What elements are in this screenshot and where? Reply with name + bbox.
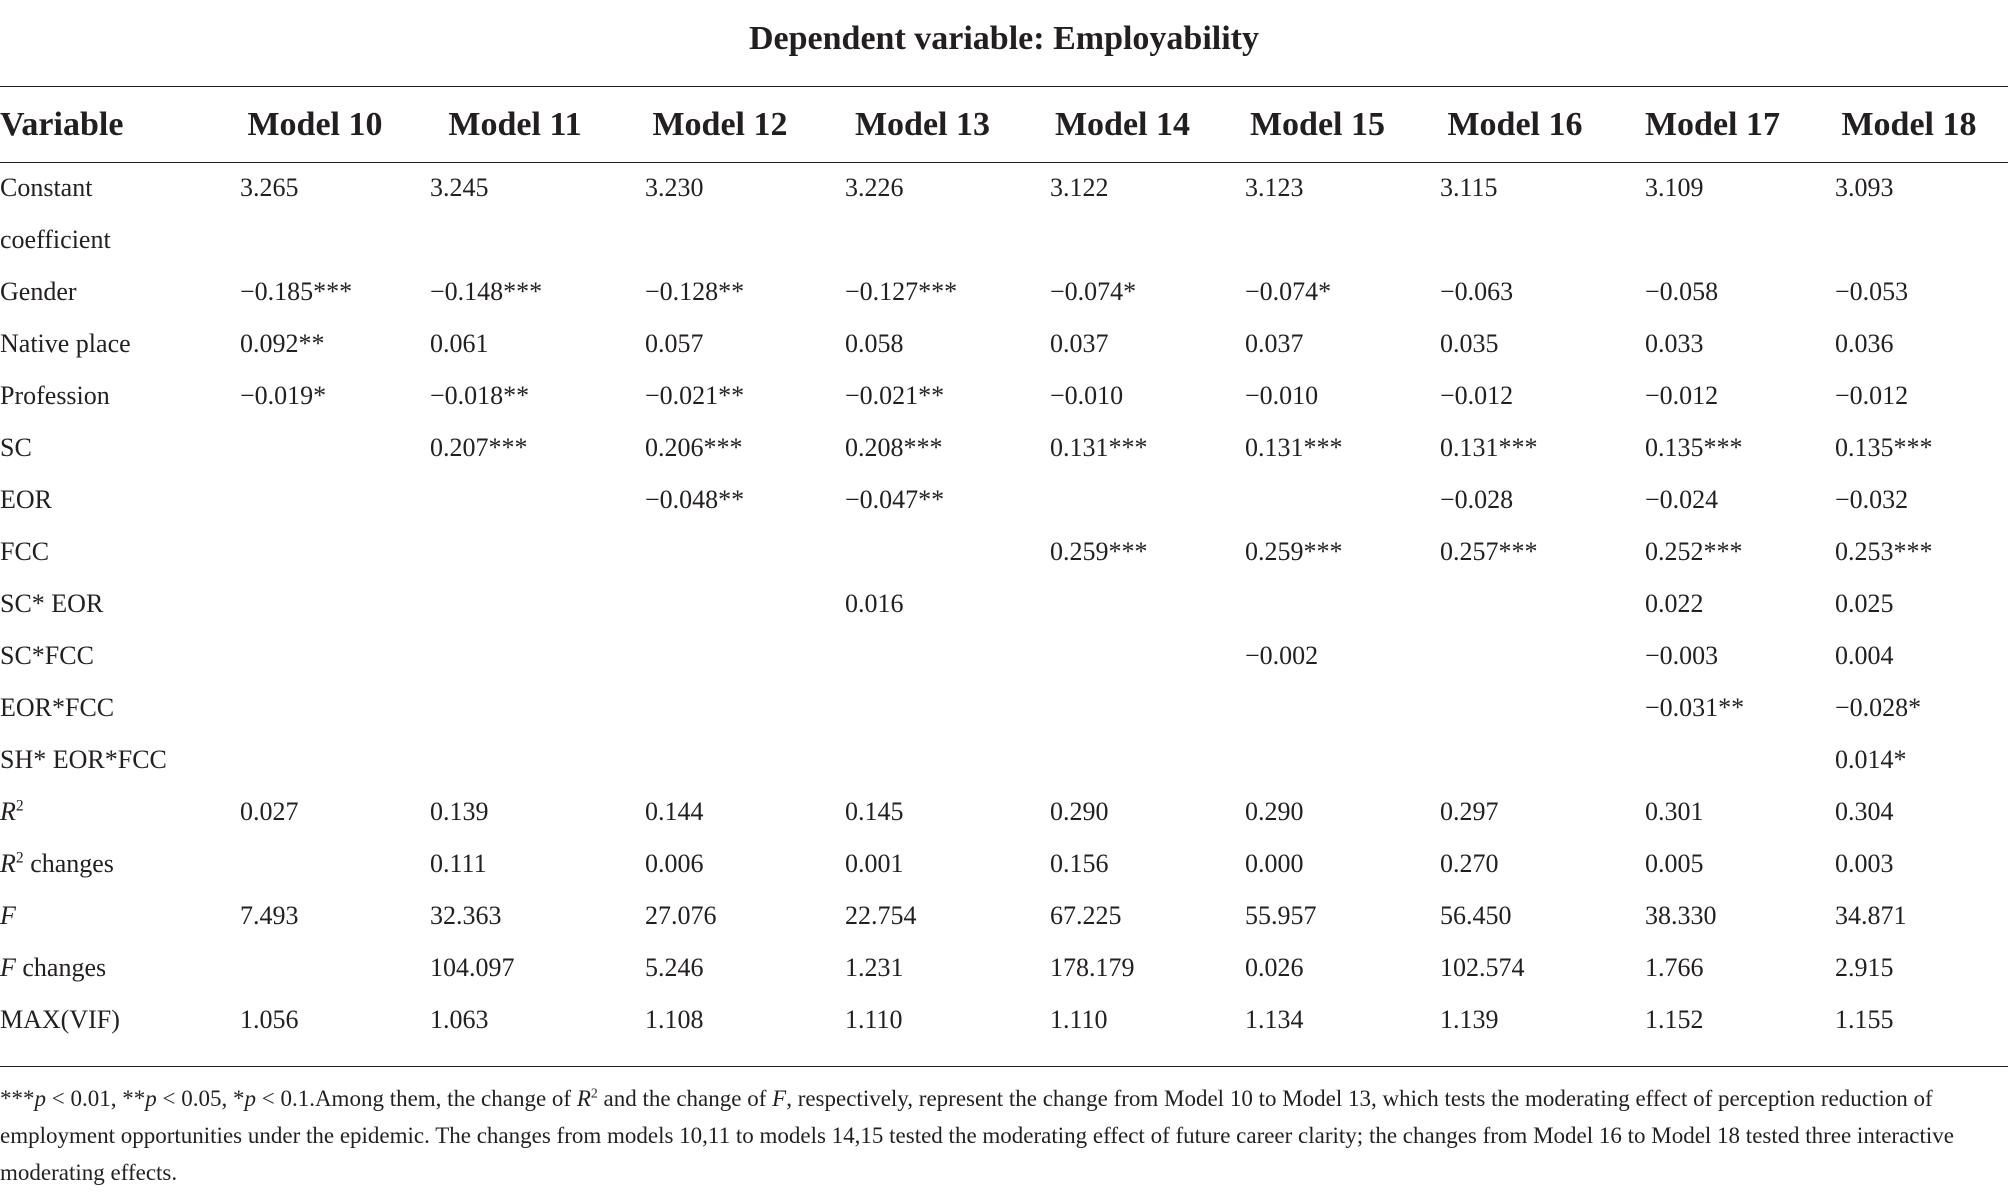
table-cell xyxy=(620,630,820,682)
table-cell xyxy=(220,474,410,526)
table-cell xyxy=(1415,734,1615,786)
table-cell xyxy=(1220,578,1415,630)
table-cell: 1.108 xyxy=(645,1005,704,1034)
table-cell xyxy=(1220,214,1415,266)
table-cell: −0.128** xyxy=(645,277,745,306)
table-cell: −0.058 xyxy=(1645,277,1719,306)
table-cell: −0.012 xyxy=(1440,381,1514,410)
table-cell: 0.297 xyxy=(1440,797,1499,826)
table-cell: 0.005 xyxy=(1645,849,1704,878)
table-cell: 0.145 xyxy=(845,797,904,826)
table-cell: −0.148*** xyxy=(430,277,543,306)
table-cell: 5.246 xyxy=(645,953,704,982)
row-label-letter: F xyxy=(0,953,16,982)
table-cell: 3.093 xyxy=(1835,173,1894,202)
table-cell: 1.231 xyxy=(845,953,904,982)
row-label-sup: 2 xyxy=(15,797,24,815)
table-row xyxy=(0,734,2008,786)
table-cell: −0.074* xyxy=(1050,277,1137,306)
row-label: Constant xyxy=(0,173,93,202)
row-label-letter: R xyxy=(0,849,16,878)
table-cell xyxy=(1220,734,1415,786)
table-cell xyxy=(220,214,410,266)
table-cell: 1.766 xyxy=(1645,953,1704,982)
table-cell: 178.179 xyxy=(1050,953,1135,982)
table-row xyxy=(0,318,2008,370)
top-rule xyxy=(0,86,2008,87)
table-row xyxy=(0,942,2008,994)
table-cell: 0.131*** xyxy=(1245,433,1343,462)
table-cell: 3.226 xyxy=(845,173,904,202)
table-cell: 27.076 xyxy=(645,901,717,930)
table-cell: 102.574 xyxy=(1440,953,1525,982)
table-row xyxy=(0,214,2008,266)
table-cell: 0.144 xyxy=(645,797,704,826)
table-cell: 2.915 xyxy=(1835,953,1894,982)
table-row xyxy=(0,630,2008,682)
footnote-sig: *** xyxy=(0,1086,35,1111)
table-body xyxy=(0,162,2008,1046)
table-cell: 55.957 xyxy=(1245,901,1317,930)
table-cell xyxy=(620,734,820,786)
table-cell: −0.048** xyxy=(645,485,745,514)
row-label: SC* EOR xyxy=(0,589,104,618)
table-row xyxy=(0,370,2008,422)
table-cell xyxy=(220,422,410,474)
row-label: SH* EOR*FCC xyxy=(0,745,167,774)
table-cell: 0.131*** xyxy=(1440,433,1538,462)
table-cell: 0.058 xyxy=(845,329,904,358)
table-cell: 0.290 xyxy=(1050,797,1109,826)
table-cell xyxy=(620,526,820,578)
table-cell xyxy=(410,734,620,786)
table-cell: −0.002 xyxy=(1245,641,1319,670)
footnote-text: , respectively, represent the change from Model 10 to Model 13, which tests the moderating effect of perception reduction of employment opportunities under the epidemic. The changes from models 10,11 to models 14,15 tested the moderating effect of future career clarity; the changes from Model 16 to Model 18 tested three interactive moderating effects. xyxy=(0,1086,1954,1185)
table-cell xyxy=(820,682,1025,734)
table-cell xyxy=(220,838,410,890)
col-header-variable: Variable xyxy=(0,106,124,143)
table-cell xyxy=(1415,630,1615,682)
footnote-p: p xyxy=(34,1086,46,1111)
table-cell: −0.028* xyxy=(1835,693,1922,722)
footnote-r-sup: 2 xyxy=(590,1085,598,1101)
table-cell: 3.122 xyxy=(1050,173,1109,202)
table-row xyxy=(0,682,2008,734)
table-row xyxy=(0,890,2008,942)
table-cell: 1.110 xyxy=(1050,1005,1108,1034)
col-header-model-14: Model 14 xyxy=(1054,106,1191,143)
table-cell xyxy=(1415,578,1615,630)
table-cell: 0.025 xyxy=(1835,589,1894,618)
table-cell xyxy=(820,526,1025,578)
table-cell: −0.019* xyxy=(240,381,327,410)
col-header-model-16: Model 16 xyxy=(1447,106,1583,143)
table-cell: 0.026 xyxy=(1245,953,1304,982)
table-cell: 3.123 xyxy=(1245,173,1304,202)
table-cell xyxy=(1025,214,1220,266)
table-cell: 0.036 xyxy=(1835,329,1894,358)
footnote-r: R xyxy=(576,1086,591,1111)
col-header-model-15: Model 15 xyxy=(1249,106,1386,143)
table-cell: −0.021** xyxy=(645,381,745,410)
table-cell xyxy=(410,630,620,682)
table-cell: 3.245 xyxy=(430,173,489,202)
table-cell xyxy=(1810,214,2008,266)
table-cell xyxy=(1415,682,1615,734)
table-cell: −0.031** xyxy=(1645,693,1745,722)
row-label xyxy=(0,838,220,890)
table-cell xyxy=(1025,578,1220,630)
table-row xyxy=(0,266,2008,318)
table-cell xyxy=(220,734,410,786)
table-cell: 0.139 xyxy=(430,797,489,826)
table-cell: 0.257*** xyxy=(1440,537,1538,566)
row-label xyxy=(0,786,220,838)
table-cell: 0.290 xyxy=(1245,797,1304,826)
table-cell: 1.152 xyxy=(1645,1005,1704,1034)
table-cell: 3.109 xyxy=(1645,173,1704,202)
table-cell: 0.033 xyxy=(1645,329,1704,358)
table-cell: 0.131*** xyxy=(1050,433,1148,462)
regression-table xyxy=(0,88,2008,1046)
table-cell: −0.010 xyxy=(1245,381,1319,410)
row-label: FCC xyxy=(0,537,50,566)
table-cell: 0.004 xyxy=(1835,641,1894,670)
table-cell: 0.301 xyxy=(1645,797,1704,826)
table-cell: 56.450 xyxy=(1440,901,1512,930)
table-cell: 3.115 xyxy=(1440,173,1498,202)
footnote-text: < 0.1.Among them, the change of xyxy=(255,1086,577,1111)
table-cell xyxy=(1025,682,1220,734)
footnote-p: p xyxy=(145,1086,157,1111)
row-label: EOR*FCC xyxy=(0,693,115,722)
table-cell: 0.027 xyxy=(240,797,299,826)
table-footnote xyxy=(0,1080,1990,1191)
footnote-text: < 0.05, * xyxy=(156,1086,245,1111)
table-cell: 0.207*** xyxy=(430,433,528,462)
table-cell xyxy=(410,214,620,266)
table-cell xyxy=(220,942,410,994)
table-cell xyxy=(410,526,620,578)
table-cell: −0.053 xyxy=(1835,277,1909,306)
table-cell: 1.139 xyxy=(1440,1005,1499,1034)
table-cell xyxy=(1220,474,1415,526)
table-cell: 104.097 xyxy=(430,953,515,982)
table-cell: 0.001 xyxy=(845,849,904,878)
table-row xyxy=(0,838,2008,890)
bottom-rule xyxy=(0,1066,2008,1067)
table-cell: 1.155 xyxy=(1835,1005,1894,1034)
table-cell: 0.061 xyxy=(430,329,489,358)
row-label: SC xyxy=(0,433,32,462)
table-cell: 0.208*** xyxy=(845,433,943,462)
table-cell: −0.012 xyxy=(1835,381,1909,410)
table-row xyxy=(0,994,2008,1046)
table-cell xyxy=(1025,474,1220,526)
table-cell: 0.304 xyxy=(1835,797,1894,826)
table-cell xyxy=(1220,682,1415,734)
table-cell: −0.012 xyxy=(1645,381,1719,410)
table-cell: 38.330 xyxy=(1645,901,1717,930)
super-header: Dependent variable: Employability xyxy=(748,20,1260,57)
row-label: SC*FCC xyxy=(0,641,94,670)
table-cell: 0.259*** xyxy=(1050,537,1148,566)
footnote-text: < 0.01, ** xyxy=(46,1086,146,1111)
col-header-model-12: Model 12 xyxy=(652,106,788,143)
table-cell: 1.063 xyxy=(430,1005,489,1034)
table-cell: 0.022 xyxy=(1645,589,1704,618)
table-cell xyxy=(820,214,1025,266)
table-row xyxy=(0,474,2008,526)
row-label xyxy=(0,942,220,994)
table-cell: 67.225 xyxy=(1050,901,1122,930)
table-cell: −0.127*** xyxy=(845,277,958,306)
table-row xyxy=(0,422,2008,474)
table-cell: 22.754 xyxy=(845,901,917,930)
table-cell: 0.135*** xyxy=(1835,433,1933,462)
table-cell: −0.010 xyxy=(1050,381,1124,410)
table-cell: −0.028 xyxy=(1440,485,1514,514)
row-label: coefficient xyxy=(0,225,111,254)
table-cell xyxy=(1025,734,1220,786)
table-cell: 32.363 xyxy=(430,901,502,930)
table-cell: −0.024 xyxy=(1645,485,1719,514)
table-cell xyxy=(410,682,620,734)
col-header-model-18: Model 18 xyxy=(1841,106,1977,143)
row-label-rest: changes xyxy=(23,849,114,878)
table-cell xyxy=(220,682,410,734)
col-header-model-10: Model 10 xyxy=(247,106,383,143)
table-cell: 0.259*** xyxy=(1245,537,1343,566)
table-cell: 0.111 xyxy=(430,849,487,878)
table-row xyxy=(0,786,2008,838)
row-label: Profession xyxy=(0,381,110,410)
table-cell: 0.057 xyxy=(645,329,704,358)
table-row xyxy=(0,526,2008,578)
table-cell xyxy=(820,630,1025,682)
table-cell: −0.063 xyxy=(1440,277,1514,306)
table-cell: 0.270 xyxy=(1440,849,1499,878)
table-cell xyxy=(220,630,410,682)
row-label-letter: F xyxy=(0,901,16,930)
table-cell xyxy=(1615,214,1810,266)
footnote-p: p xyxy=(244,1086,256,1111)
table-cell: 0.006 xyxy=(645,849,704,878)
table-cell: −0.003 xyxy=(1645,641,1719,670)
table-cell: 3.230 xyxy=(645,173,704,202)
table-cell: 0.252*** xyxy=(1645,537,1743,566)
table-cell: 0.156 xyxy=(1050,849,1109,878)
table-cell: −0.021** xyxy=(845,381,945,410)
table-cell: −0.032 xyxy=(1835,485,1909,514)
table-cell: 0.014* xyxy=(1835,745,1907,774)
table-cell: 0.206*** xyxy=(645,433,743,462)
col-header-model-13: Model 13 xyxy=(854,106,991,143)
row-label-letter: R xyxy=(0,797,16,826)
table-cell: 0.092** xyxy=(240,329,325,358)
table-cell xyxy=(620,214,820,266)
table-cell: 0.037 xyxy=(1245,329,1304,358)
table-cell xyxy=(410,474,620,526)
table-cell xyxy=(620,578,820,630)
table-row xyxy=(0,162,2008,214)
table-cell xyxy=(620,682,820,734)
table-cell: 1.110 xyxy=(845,1005,903,1034)
col-header-model-11: Model 11 xyxy=(448,106,582,143)
table-cell: 1.056 xyxy=(240,1005,299,1034)
table-cell: 3.265 xyxy=(240,173,299,202)
table-row xyxy=(0,578,2008,630)
row-label: MAX(VIF) xyxy=(0,1005,120,1034)
row-label-rest: changes xyxy=(15,953,107,982)
row-label xyxy=(0,890,220,942)
row-label-sup: 2 xyxy=(15,849,24,867)
table-cell: −0.047** xyxy=(845,485,945,514)
table-cell: 0.253*** xyxy=(1835,537,1933,566)
table-cell: 0.037 xyxy=(1050,329,1109,358)
table-cell: 0.035 xyxy=(1440,329,1499,358)
header-row xyxy=(0,88,2008,162)
col-header-model-17: Model 17 xyxy=(1644,106,1781,143)
footnote-f: F xyxy=(772,1086,787,1111)
table-cell: 0.135*** xyxy=(1645,433,1743,462)
table-cell xyxy=(1615,734,1810,786)
table-cell: 0.016 xyxy=(845,589,904,618)
row-label: Native place xyxy=(0,329,131,358)
table-cell xyxy=(220,526,410,578)
table-cell: 7.493 xyxy=(240,901,299,930)
table-cell: −0.074* xyxy=(1245,277,1332,306)
row-label: EOR xyxy=(0,485,52,514)
table-cell: 1.134 xyxy=(1245,1005,1304,1034)
table-cell: 0.000 xyxy=(1245,849,1304,878)
table-cell: 0.003 xyxy=(1835,849,1894,878)
header-rule xyxy=(0,162,2008,163)
footnote-text: and the change of xyxy=(597,1086,773,1111)
table-cell xyxy=(1025,630,1220,682)
table-cell xyxy=(820,734,1025,786)
table-cell xyxy=(1415,214,1615,266)
table-cell: 34.871 xyxy=(1835,901,1907,930)
table-cell: −0.018** xyxy=(430,381,530,410)
row-label: Gender xyxy=(0,277,77,306)
table-cell xyxy=(220,578,410,630)
table-cell xyxy=(410,578,620,630)
table-cell: −0.185*** xyxy=(240,277,353,306)
